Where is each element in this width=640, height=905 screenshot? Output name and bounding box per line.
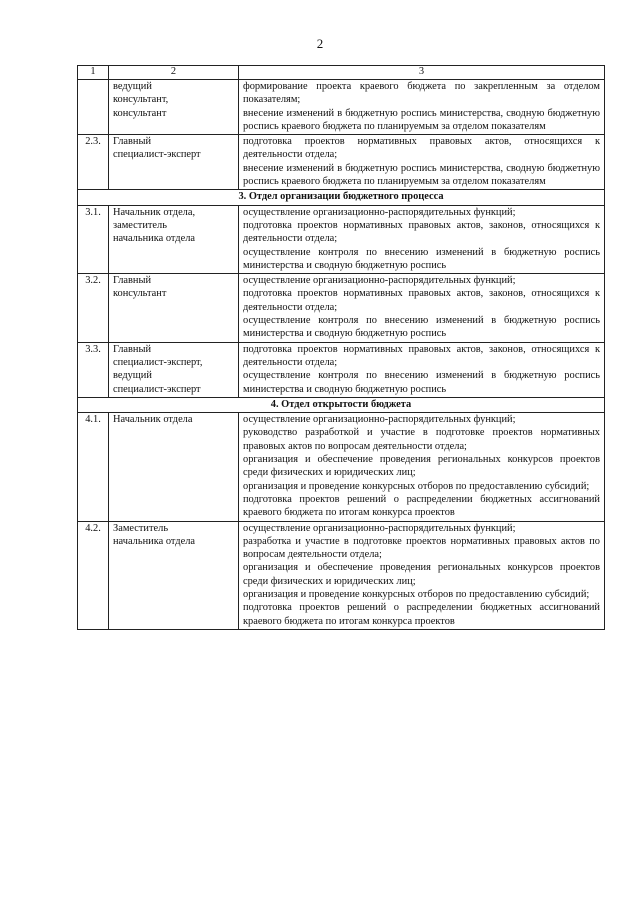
table-row <box>78 135 605 190</box>
position-cell: Главный специалист-эксперт <box>109 135 239 190</box>
row-number: 3.2. <box>78 274 109 342</box>
section-heading-row <box>78 397 605 412</box>
duty-item: осуществление контроля по внесению изменений в бюджетную роспись министерства и сводную бюджетную роспись <box>243 315 600 340</box>
duties-cell <box>239 205 605 273</box>
table-row <box>78 205 605 273</box>
position-cell: Заместитель начальника отдела <box>109 521 239 629</box>
header-col-3: 3 <box>239 66 605 80</box>
duty-item: разработка и участие в подготовке проектов нормативных правовых актов по вопросам деятельности отдела; <box>243 535 600 561</box>
header-col-2: 2 <box>109 66 239 80</box>
duties-cell <box>239 80 605 135</box>
duty-item: осуществление контроля по внесению изменений в бюджетную роспись министерства и сводную бюджетную роспись <box>243 370 600 395</box>
row-number: 3.3. <box>78 342 109 397</box>
duty-item: осуществление организационно-распорядительных функций; <box>243 206 516 218</box>
position-cell: ведущий консультант, консультант <box>109 80 239 135</box>
duty-item: внесение изменений в бюджетную роспись министерства, сводную бюджетную роспись краевого бюджета по планируемым за отделом показателям <box>243 107 600 132</box>
duty-item: подготовка проектов нормативных правовых актов, законов, относящихся к деятельности отдела; <box>243 343 600 368</box>
duty-item: подготовка проектов нормативных правовых актов, относящихся к деятельности отдела; <box>243 136 600 161</box>
row-number: 3.1. <box>78 205 109 273</box>
page-number: 2 <box>316 36 324 51</box>
duty-item: осуществление организационно-распорядительных функций; <box>243 414 516 426</box>
duty-item: подготовка проектов нормативных правовых актов, законов, относящихся к деятельности отдела; <box>243 288 600 313</box>
table-row <box>78 342 605 397</box>
section-heading: 4. Отдел открытости бюджета <box>78 397 605 412</box>
header-col-1: 1 <box>78 66 109 80</box>
duty-item: формирование проекта краевого бюджета по закрепленным за отделом показателям; <box>243 81 600 106</box>
position-cell: Главный консультант <box>109 274 239 342</box>
row-number: 2.3. <box>78 135 109 190</box>
duties-cell <box>239 413 605 521</box>
table-header-row <box>78 66 605 80</box>
row-number: 4.2. <box>78 521 109 629</box>
duties-table <box>77 65 605 630</box>
table-row <box>78 521 605 629</box>
table-row <box>78 80 605 135</box>
duty-item: осуществление организационно-распорядительных функций; <box>243 275 516 287</box>
table-row <box>78 413 605 521</box>
duties-cell <box>239 521 605 629</box>
duty-item: руководство разработкой и участие в подготовке проектов нормативных правовых актов по вопросам деятельности отдела; <box>243 427 600 452</box>
position-cell: Главный специалист-эксперт, ведущий специалист-эксперт <box>109 342 239 397</box>
duty-item: осуществление контроля по внесению изменений в бюджетную роспись министерства и сводную бюджетную роспись <box>243 246 600 271</box>
position-cell: Начальник отдела, заместитель начальника отдела <box>109 205 239 273</box>
table-row <box>78 274 605 342</box>
duty-item: организация и проведение конкурсных отборов по предоставлению субсидий; <box>243 480 590 492</box>
position-cell: Начальник отдела <box>109 413 239 521</box>
duty-item: осуществление организационно-распорядительных функций; <box>243 522 516 534</box>
section-heading: 3. Отдел организации бюджетного процесса <box>78 190 605 205</box>
duty-item: организация и обеспечение проведения региональных конкурсов проектов среди физических и юридических лиц; <box>243 562 600 587</box>
row-number: 4.1. <box>78 413 109 521</box>
duties-cell <box>239 274 605 342</box>
duty-item: подготовка проектов решений о распределении бюджетных ассигнований краевого бюджета по итогам конкурса проектов <box>243 602 600 627</box>
row-number <box>78 80 109 135</box>
duty-item: подготовка проектов решений о распределении бюджетных ассигнований краевого бюджета по итогам конкурса проектов <box>243 493 600 519</box>
duty-item: внесение изменений в бюджетную роспись министерства, сводную бюджетную роспись краевого бюджета по планируемым за отделом показателям <box>243 162 600 188</box>
section-heading-row <box>78 190 605 205</box>
duties-cell <box>239 342 605 397</box>
duty-item: организация и обеспечение проведения региональных конкурсов проектов среди физических и юридических лиц; <box>243 454 600 479</box>
duty-item: подготовка проектов нормативных правовых актов, законов, относящихся к деятельности отдела; <box>243 219 600 245</box>
duty-item: организация и проведение конкурсных отборов по предоставлению субсидий; <box>243 588 590 600</box>
duties-cell <box>239 135 605 190</box>
